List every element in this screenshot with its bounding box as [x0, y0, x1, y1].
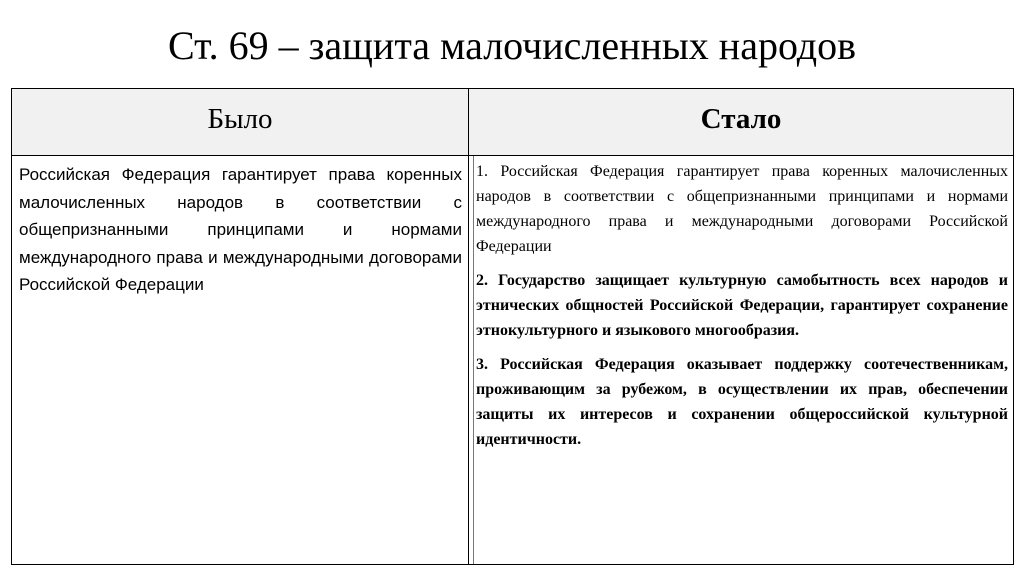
comparison-table [11, 88, 1014, 565]
slide-title: Ст. 69 – защита малочисленных народов [167, 23, 857, 68]
old-text-cell: Российская Федерация гарантирует права коренных малочисленных народов в соответствии с общепризнанными принципами и нормами международного права и международными договорами Российской Федерации [19, 165, 462, 294]
new-item-2: 2. Государство защищает культурную самобытность всех народов и этнических общностей Российской Федерации, гарантирует сохранение этнокультурного и языкового многообразия. [476, 272, 1008, 339]
new-item-1: 1. Российская Федерация гарантирует права коренных малочисленных народов в соответствии с общепризнанными принципами и нормами международного права и международными договорами Российской Федерации [476, 163, 1008, 255]
column-divider-inner [473, 156, 474, 564]
new-item-3: 3. Российская Федерация оказывает поддержку соотечественникам, проживающим за рубежом, в осуществлении их прав, обеспечении защиты их интересов и сохранении общероссийской культурной идентичности. [476, 356, 1008, 448]
header-new: Стало [700, 103, 782, 135]
header-old: Было [207, 103, 273, 135]
column-divider [468, 89, 469, 564]
new-text-cell [476, 159, 1008, 461]
